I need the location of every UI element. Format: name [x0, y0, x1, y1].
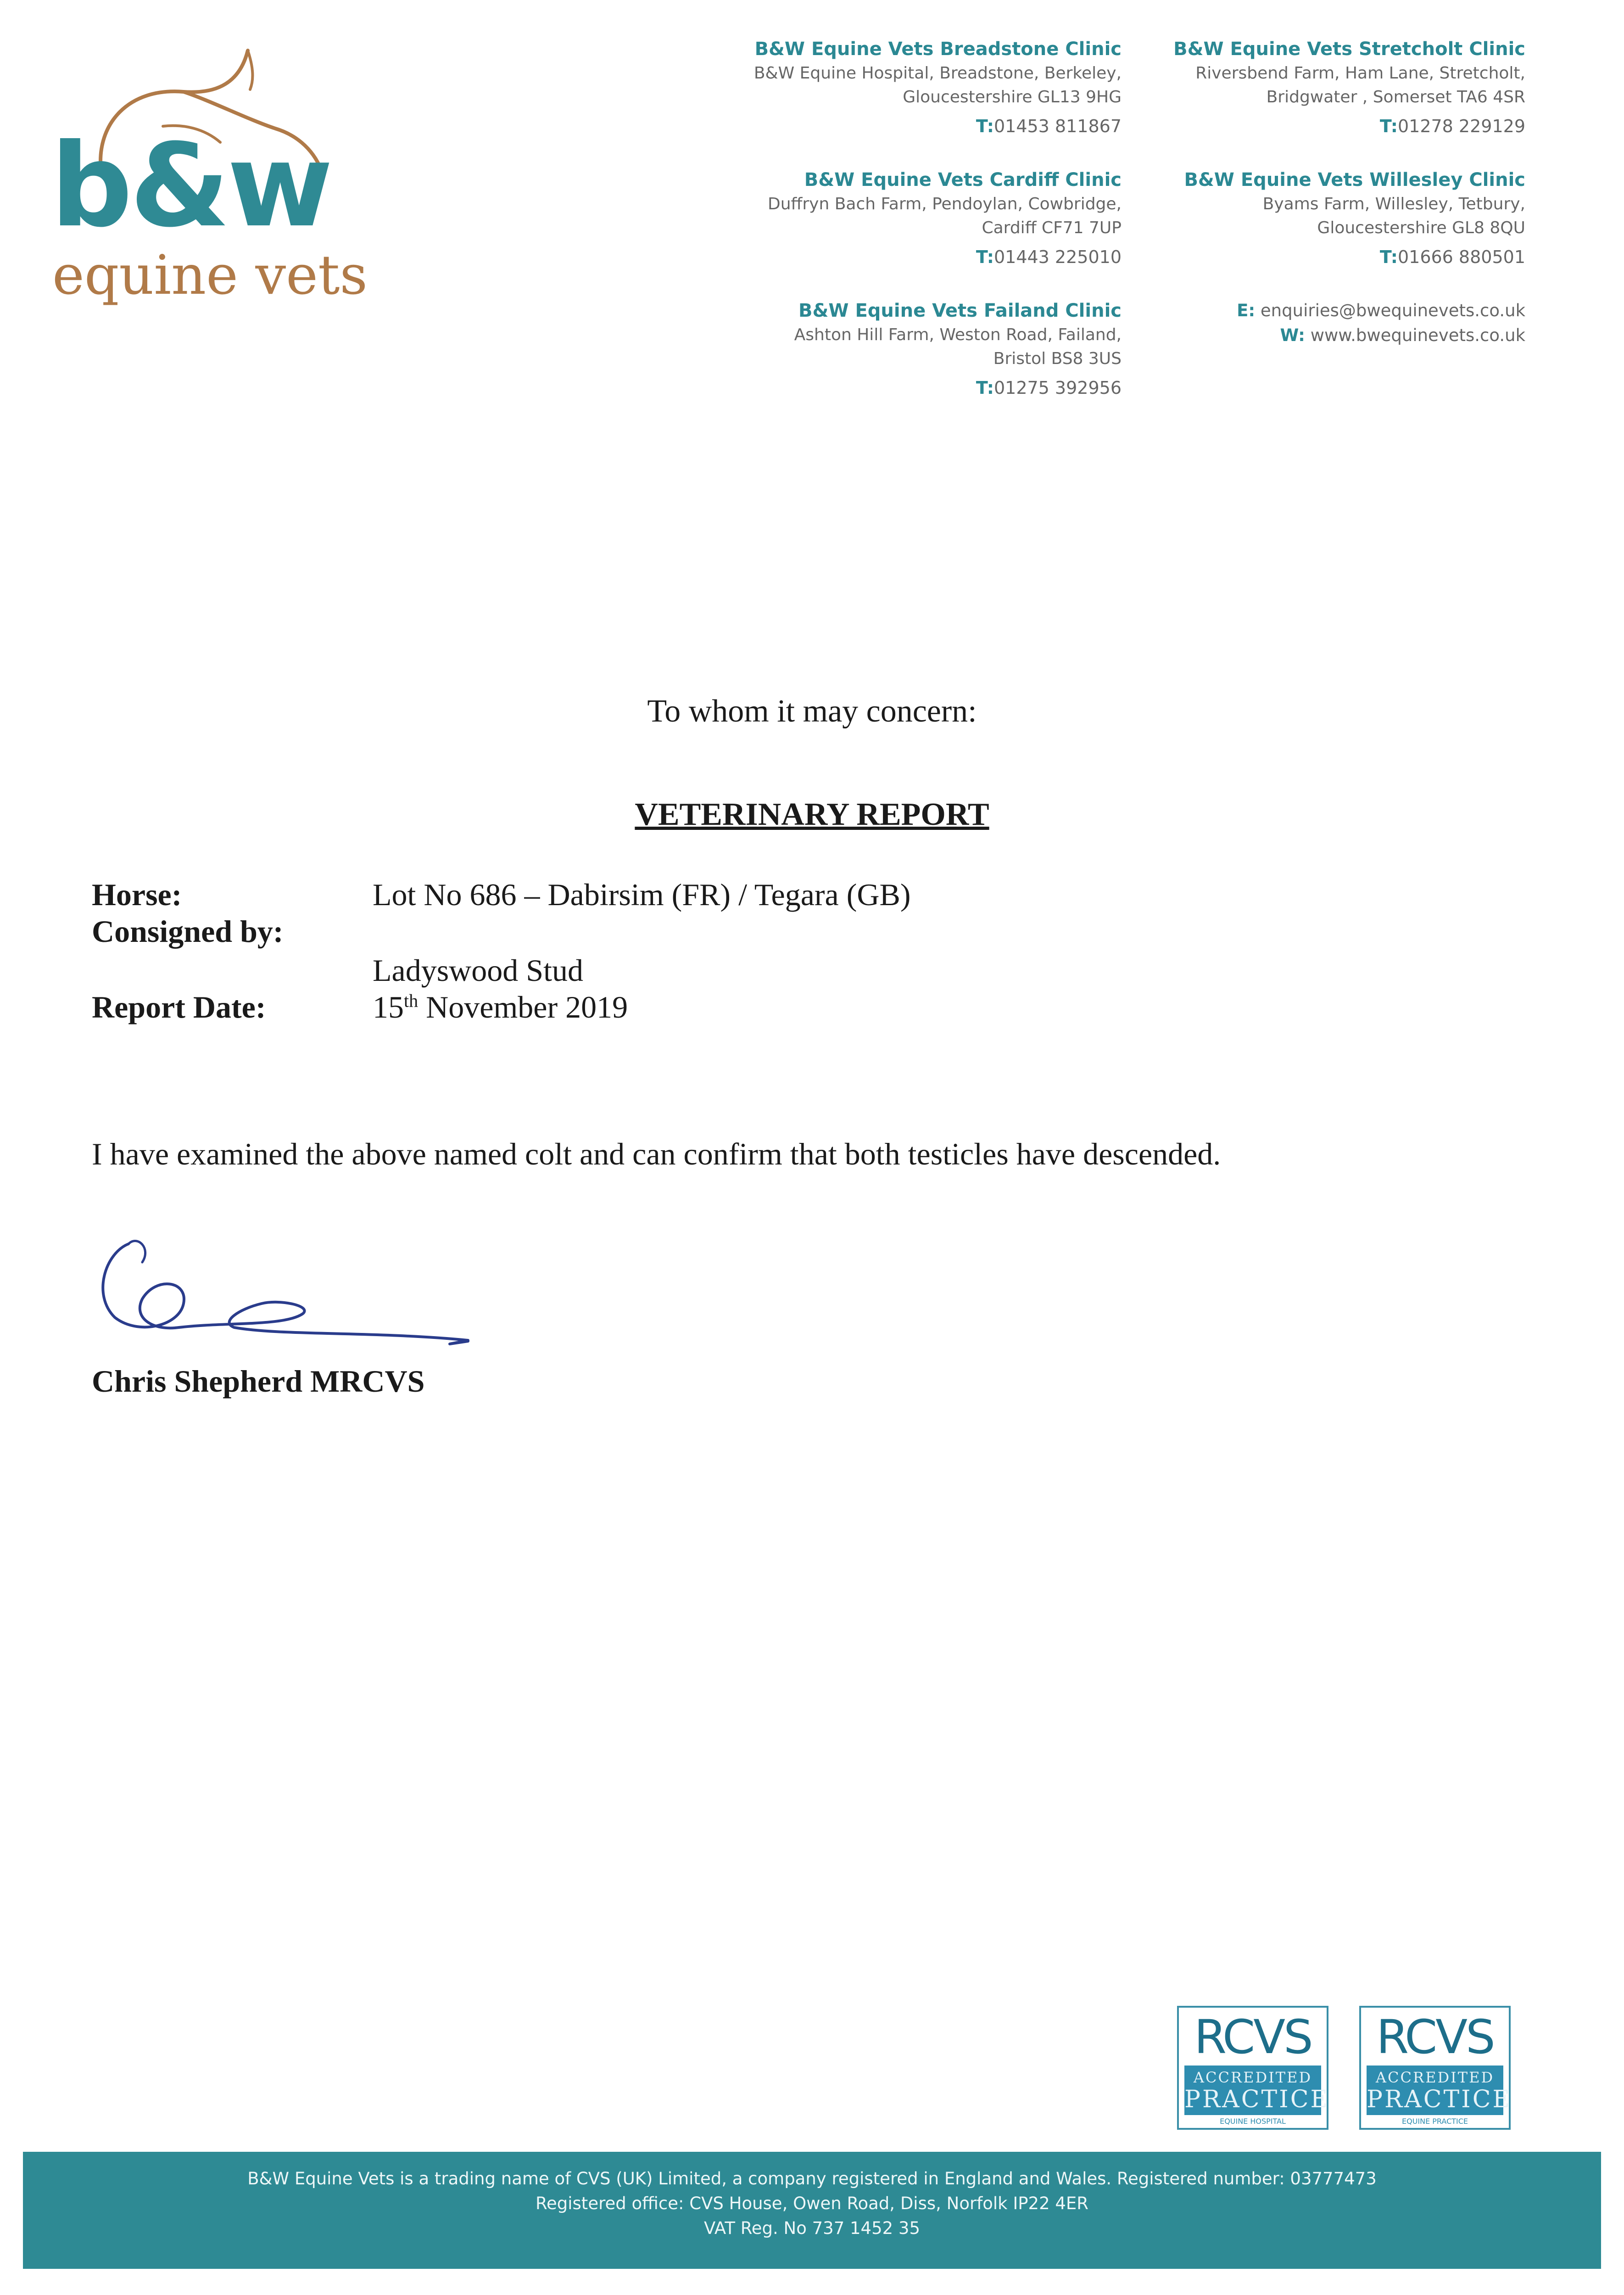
clinic-address-line: Gloucestershire GL8 8QU — [1317, 218, 1525, 237]
consigned-label: Consigned by: — [92, 914, 284, 949]
phone-number: 01278 229129 — [1397, 116, 1525, 136]
website-label: W: — [1280, 325, 1305, 345]
report-title: VETERINARY REPORT — [635, 797, 989, 832]
phone-number: 01453 811867 — [993, 116, 1122, 136]
accredited-text: ACCREDITED — [1375, 2069, 1495, 2086]
report-date-value — [373, 989, 628, 1025]
rcvs-logo: RCVS — [1194, 2010, 1311, 2065]
clinic-name: B&W Equine Vets Willesley Clinic — [1184, 169, 1525, 190]
accredited-banner — [1184, 2066, 1330, 2115]
phone-label: T: — [1379, 247, 1398, 267]
phone-number: 01275 392956 — [993, 378, 1122, 398]
email-label: E: — [1237, 301, 1256, 320]
consigned-value: Ladyswood Stud — [373, 953, 583, 988]
clinic-phone — [754, 113, 1122, 140]
clinic-cardiff — [768, 168, 1122, 270]
rcvs-accreditation-badge — [1177, 2006, 1328, 2130]
clinic-address-line: B&W Equine Hospital, Breadstone, Berkeley, — [753, 64, 1122, 83]
clinic-address-line: Cardiff CF71 7UP — [982, 218, 1122, 237]
clinic-phone — [794, 375, 1122, 401]
phone-label: T: — [1379, 116, 1398, 136]
clinic-name: B&W Equine Vets Failand Clinic — [798, 300, 1122, 321]
clinic-willesley — [1184, 168, 1525, 270]
website-link[interactable]: www.bwequinevets.co.uk — [1310, 325, 1525, 345]
email-line — [1237, 298, 1525, 323]
accredited-banner — [1367, 2066, 1512, 2115]
examination-statement: I have examined the above named colt and can confirm that both testicles have descended. — [92, 1136, 1221, 1171]
phone-number: 01666 880501 — [1397, 247, 1525, 267]
clinic-breadstone — [754, 37, 1122, 140]
clinic-name: B&W Equine Vets Breadstone Clinic — [754, 39, 1122, 60]
clinic-address-line: Duffryn Bach Farm, Pendoylan, Cowbridge, — [768, 195, 1122, 213]
signature-icon — [87, 1207, 482, 1354]
phone-number: 01443 225010 — [993, 247, 1122, 267]
clinic-address-line: Bristol BS8 3US — [993, 349, 1122, 368]
email-link[interactable]: enquiries@bwequinevets.co.uk — [1260, 301, 1525, 320]
website-line — [1237, 323, 1525, 348]
date-day: 15 — [373, 990, 404, 1024]
phone-label: T: — [976, 247, 994, 267]
clinic-phone — [1184, 244, 1525, 270]
footer-registration: B&W Equine Vets is a trading name of CVS (UK) Limited, a company registered in England and Wales. Registered number: 03777473 — [247, 2169, 1377, 2189]
clinic-phone — [1173, 113, 1525, 140]
accredited-text: ACCREDITED — [1193, 2069, 1312, 2086]
salutation: To whom it may concern: — [647, 694, 977, 729]
clinic-address-line: Gloucestershire GL13 9HG — [903, 88, 1122, 106]
company-logo — [46, 32, 368, 307]
footer-registered-office: Registered office: CVS House, Owen Road, Diss, Norfolk IP22 4ER — [535, 2194, 1089, 2213]
horse-value: Lot No 686 – Dabirsim (FR) / Tegara (GB) — [373, 877, 911, 912]
badge-subtitle: EQUINE PRACTICE — [1401, 2117, 1468, 2126]
contact-details — [1237, 298, 1525, 348]
clinic-address-line: Riversbend Farm, Ham Lane, Stretcholt, — [1195, 64, 1525, 83]
clinic-stretcholt — [1173, 37, 1525, 140]
logo-subtitle: equine vets — [52, 243, 368, 307]
rcvs-logo: RCVS — [1376, 2010, 1494, 2065]
signer-name: Chris Shepherd MRCVS — [92, 1364, 425, 1399]
clinic-phone — [768, 244, 1122, 270]
practice-text: PRACTICE — [1184, 2086, 1330, 2113]
rcvs-accreditation-badge — [1359, 2006, 1511, 2130]
practice-text: PRACTICE — [1367, 2086, 1512, 2113]
horse-label: Horse: — [92, 877, 182, 912]
phone-label: T: — [976, 116, 994, 136]
clinic-address-line: Ashton Hill Farm, Weston Road, Failand, — [794, 325, 1122, 344]
clinic-address-line: Bridgwater , Somerset TA6 4SR — [1266, 88, 1525, 106]
clinic-failand — [794, 298, 1122, 401]
logo-wordmark: b&w — [50, 119, 330, 252]
badge-subtitle: EQUINE HOSPITAL — [1220, 2117, 1286, 2126]
report-date-label: Report Date: — [92, 990, 266, 1024]
date-suffix: th — [404, 990, 419, 1011]
footer-vat: VAT Reg. No 737 1452 35 — [703, 2218, 921, 2238]
company-footer — [23, 2152, 1601, 2269]
phone-label: T: — [976, 378, 994, 398]
date-month-year: November 2019 — [418, 990, 628, 1024]
clinic-name: B&W Equine Vets Stretcholt Clinic — [1173, 39, 1525, 60]
clinic-name: B&W Equine Vets Cardiff Clinic — [804, 169, 1122, 190]
clinic-address-line: Byams Farm, Willesley, Tetbury, — [1262, 195, 1525, 213]
